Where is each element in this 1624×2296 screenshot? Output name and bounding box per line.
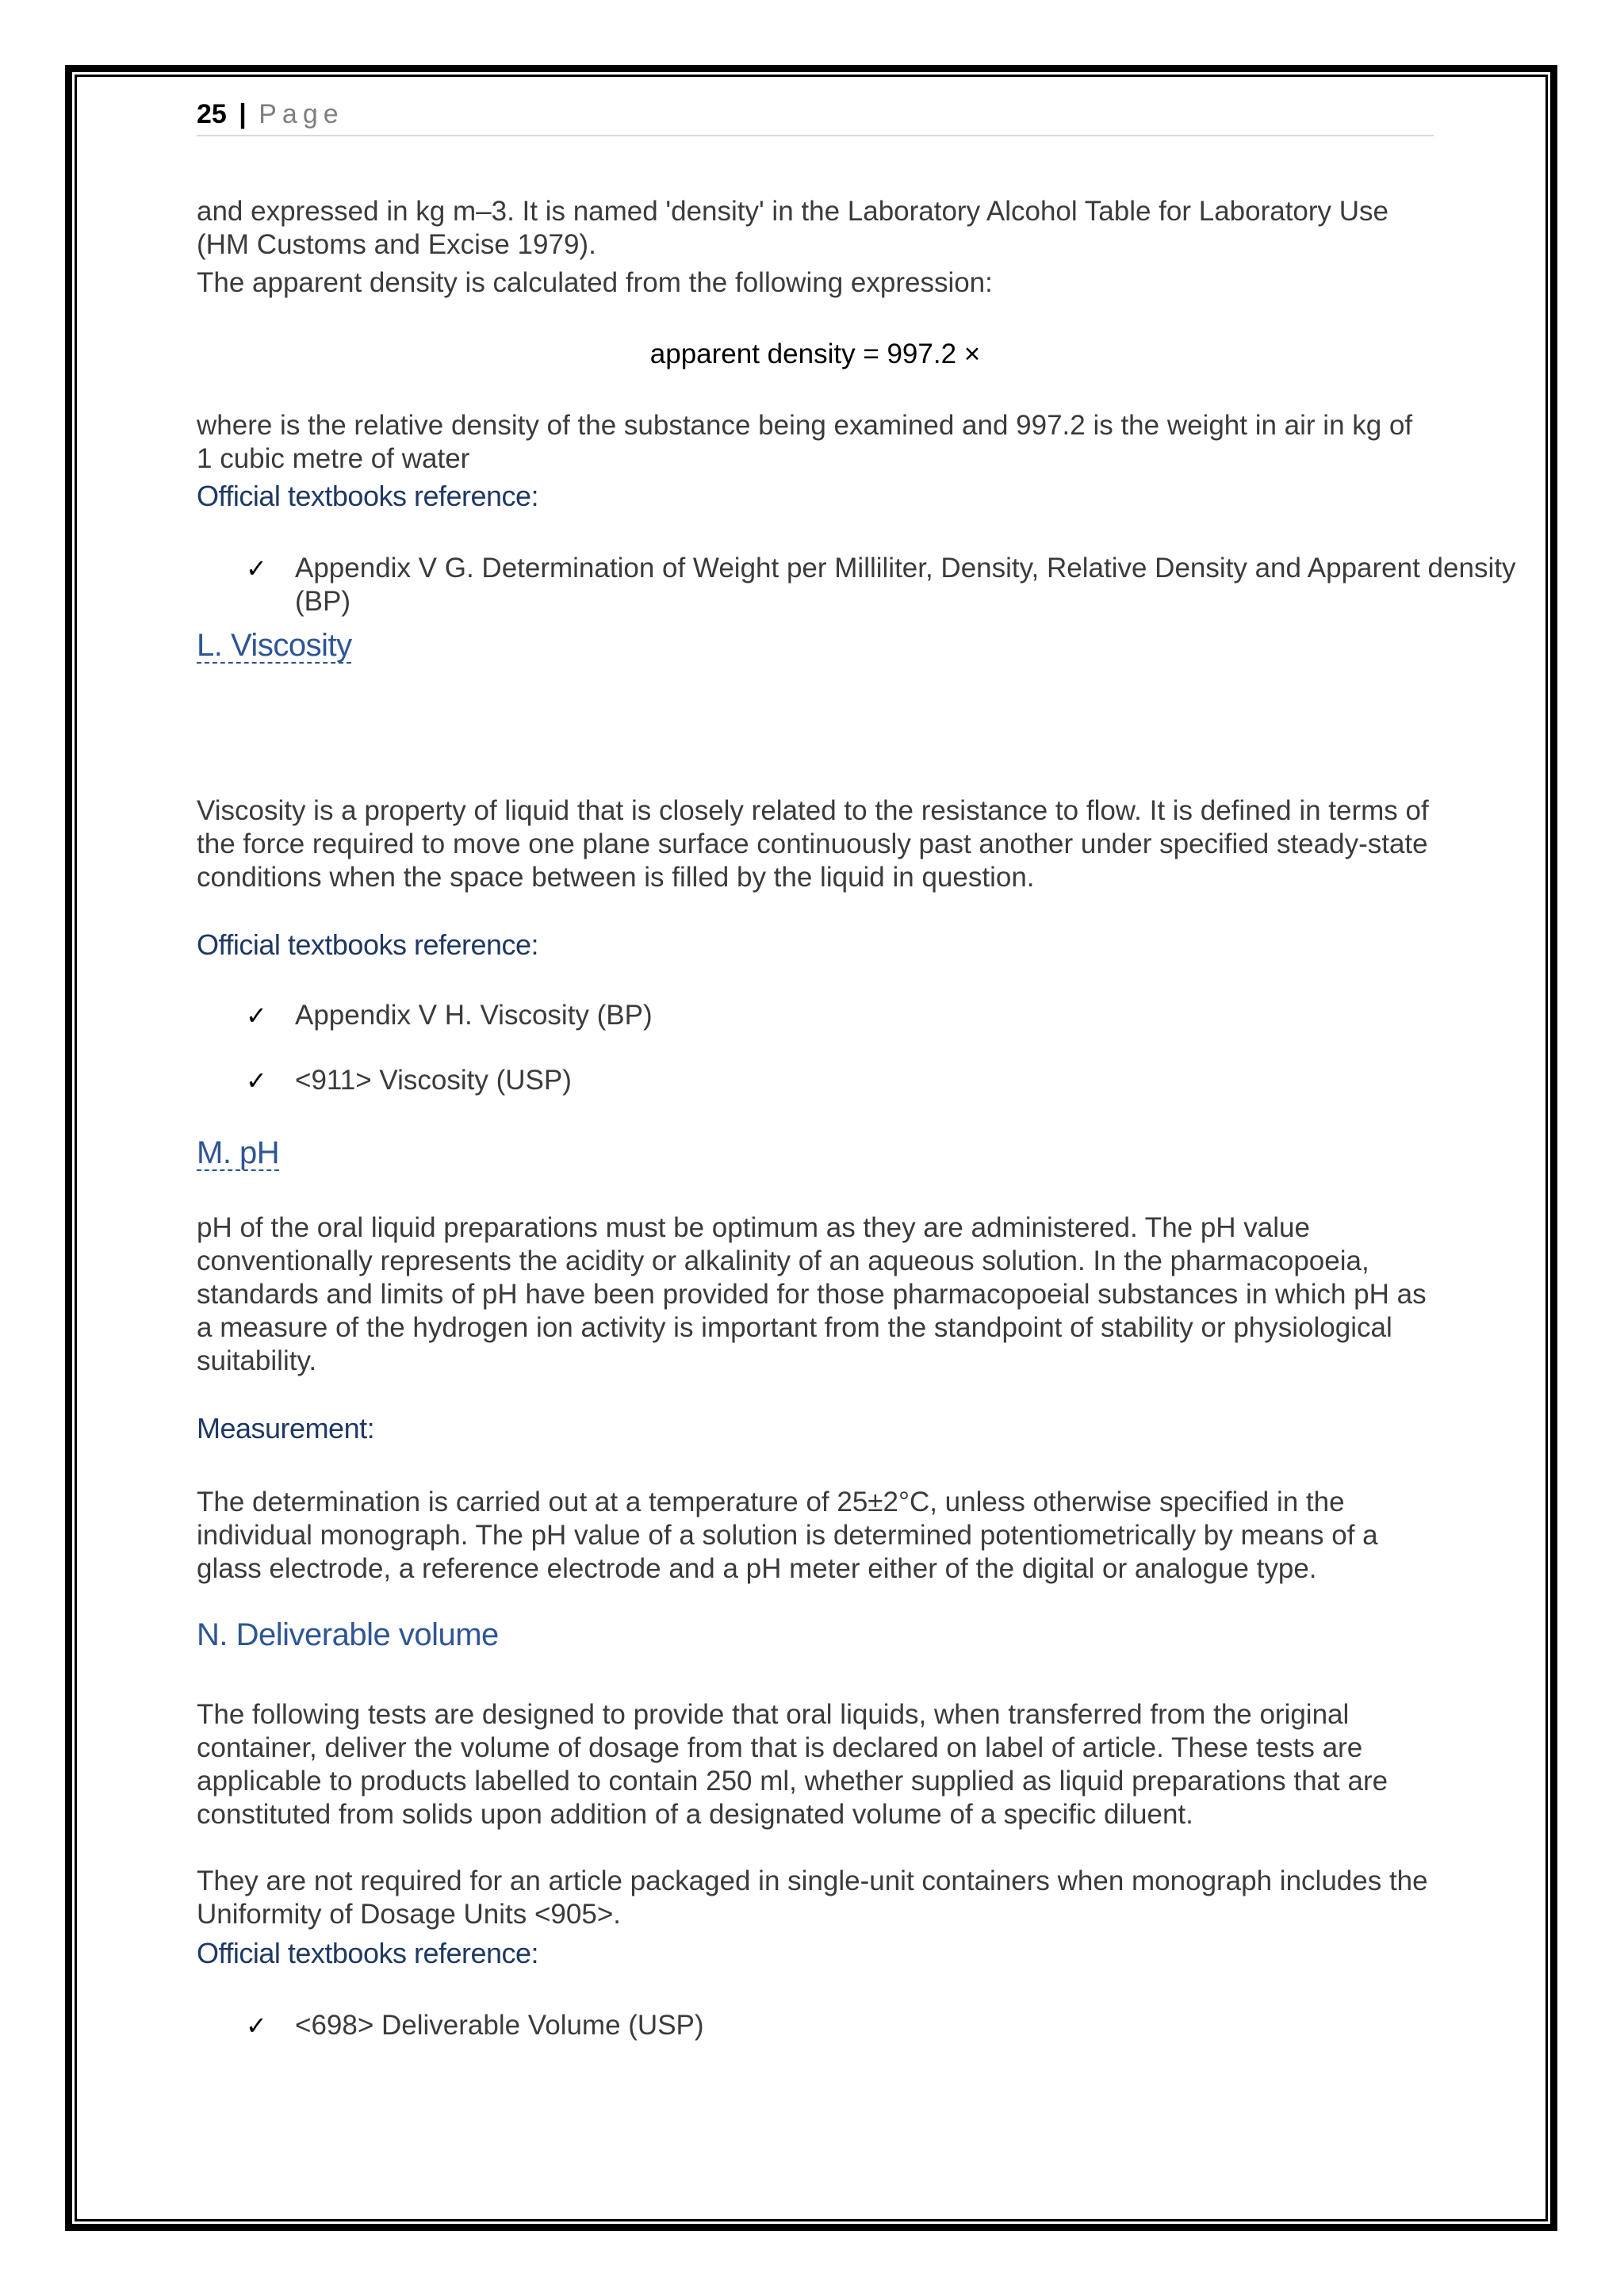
heading-official-reference-1: Official textbooks reference: <box>197 480 539 512</box>
checkmark-icon: ✓ <box>246 1066 267 1096</box>
heading-viscosity <box>197 626 1434 664</box>
reference-item-text: Appendix V H. Viscosity (BP) <box>295 1000 653 1031</box>
reference-item-text: <698> Deliverable Volume (USP) <box>295 2010 704 2041</box>
paragraph-measurement: The determination is carried out at a temperature of 25±2°C, unless otherwise specified in the individual monograph. The pH value of a solution is determined potentiometrically by means of a glass electrode, a reference electrode and a pH meter either of the digital or analogue type. <box>197 1487 1378 1584</box>
reference-item-appendix-vg <box>197 552 1532 618</box>
heading-ph-text: M. pH <box>197 1135 280 1170</box>
paragraph-deliverable-1: The following tests are designed to provide that oral liquids, when transferred from the original container, deliver the volume of dosage from that is declared on label of article. These tests are applicable to products labelled to contain 250 ml, whether supplied as liquid preparations that are constituted from solids upon addition of a designated volume of a specific diluent. <box>197 1699 1388 1830</box>
heading-deliverable-volume: N. Deliverable volume <box>197 1617 499 1652</box>
paragraph-apparent-density-intro: The apparent density is calculated from the following expression: <box>197 267 993 298</box>
paragraph-ph: pH of the oral liquid preparations must be optimum as they are administered. The pH value conventionally represents the acidity or alkalinity of an aqueous solution. In the pharmacopoeia, standards and limits of pH have been provided for those pharmacopoeial substances in which pH as a measure of the hydrogen ion activity is important from the standpoint of stability or physiological suitability. <box>197 1212 1427 1376</box>
reference-item-appendix-vh <box>197 999 1532 1032</box>
reference-item-usp-911 <box>197 1064 1532 1097</box>
header-separator: | <box>239 99 247 129</box>
page-number: 25 <box>197 99 227 129</box>
paragraph-viscosity: Viscosity is a property of liquid that is closely related to the resistance to flow. It is defined in terms of the force required to move one plane surface continuously past another under specified steady-state conditions when the space between is filled by the liquid in question. <box>197 795 1429 893</box>
heading-viscosity-text: L. Viscosity <box>197 628 352 663</box>
checkmark-icon: ✓ <box>246 1001 267 1031</box>
reference-item-usp-698 <box>197 2009 1532 2042</box>
checkmark-icon: ✓ <box>246 2011 267 2041</box>
heading-official-reference-3: Official textbooks reference: <box>197 1937 539 1969</box>
reference-item-text: <911> Viscosity (USP) <box>295 1065 572 1096</box>
formula-apparent-density: apparent density = 997.2 × <box>649 339 981 369</box>
page-content <box>197 94 1516 2041</box>
page-word: Page <box>259 99 344 129</box>
heading-measurement: Measurement: <box>197 1412 375 1445</box>
heading-ph <box>197 1134 1434 1172</box>
paragraph-deliverable-2: They are not required for an article packaged in single-unit containers when monograph includes the Uniformity of Dosage Units <905>. <box>197 1866 1428 1930</box>
reference-item-text: Appendix V G. Determination of Weight per Milliliter, Density, Relative Density and Apparent density (BP) <box>295 553 1516 617</box>
heading-official-reference-2: Official textbooks reference: <box>197 928 539 961</box>
checkmark-icon: ✓ <box>246 553 267 584</box>
paragraph-density-units: and expressed in kg m–3. It is named 'density' in the Laboratory Alcohol Table for Laboratory Use (HM Customs and Excise 1979). <box>197 196 1389 260</box>
paragraph-relative-density: where is the relative density of the substance being examined and 997.2 is the weight in air in kg of 1 cubic metre of water <box>197 410 1413 474</box>
page-header <box>197 94 1434 136</box>
